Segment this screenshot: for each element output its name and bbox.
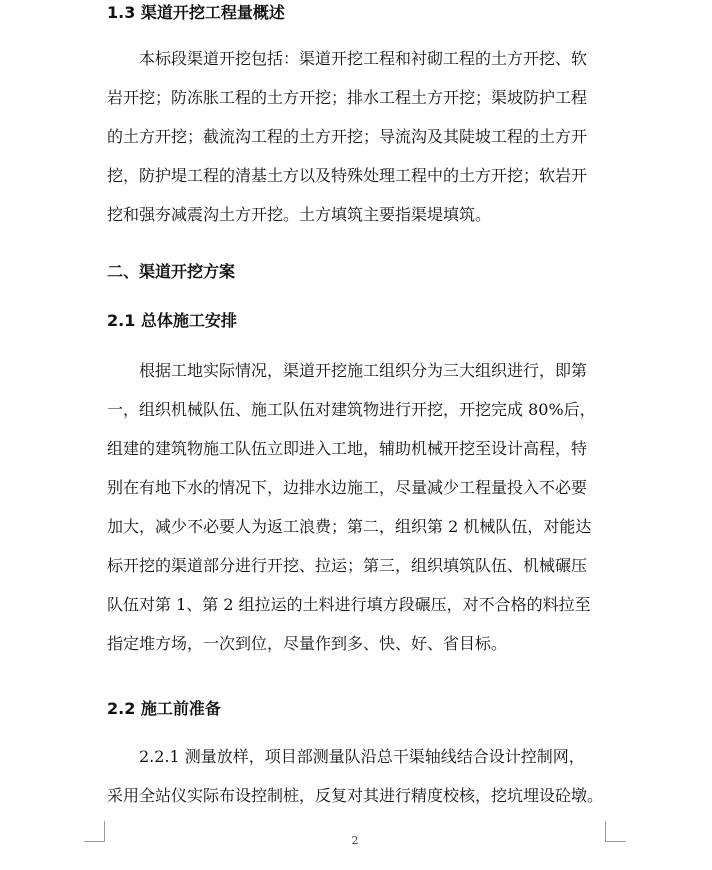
paragraph-2-2 <box>107 737 607 815</box>
paragraph-line: 组建的建筑物施工队伍立即进入工地，辅助机械开挖至设计高程，特 <box>107 439 588 458</box>
paragraph-line: 的土方开挖；截流沟工程的土方开挖；导流沟及其陡坡工程的土方开 <box>107 127 588 146</box>
paragraph-1-3 <box>107 39 607 234</box>
paragraph-2-1 <box>107 351 607 663</box>
section-heading-2: 二、渠道开挖方案 <box>107 262 236 281</box>
paragraph-line: 指定堆方场，一次到位，尽量作到多、快、好、省目标。 <box>107 634 508 653</box>
paragraph-line: 一，组织机械队伍、施工队伍对建筑物进行开挖，开挖完成 80%后， <box>107 400 596 419</box>
margin-corner-mark-left <box>84 821 105 842</box>
paragraph-line: 本标段渠道开挖包括：渠道开挖工程和衬砌工程的土方开挖、软 <box>139 49 588 68</box>
section-heading-1-3: 1.3 渠道开挖工程量概述 <box>107 3 285 22</box>
paragraph-line: 别在有地下水的情况下，边排水边施工，尽量减少工程量投入不必要 <box>107 478 588 497</box>
paragraph-line: 挖和强夯减震沟土方开挖。土方填筑主要指渠堤填筑。 <box>107 205 492 224</box>
paragraph-line: 加大，减少不必要人为返工浪费；第二，组织第 2 机械队伍，对能达 <box>107 517 592 536</box>
paragraph-line: 采用全站仪实际布设控制桩，反复对其进行精度校核，挖坑埋设砼墩。 <box>107 786 604 805</box>
page-number: 2 <box>351 834 359 847</box>
paragraph-line: 挖，防护堤工程的清基土方以及特殊处理工程中的土方开挖；软岩开 <box>107 166 588 185</box>
paragraph-line: 2.2.1 测量放样，项目部测量队沿总干渠轴线结合设计控制网， <box>139 747 585 766</box>
paragraph-line: 根据工地实际情况，渠道开挖施工组织分为三大组织进行，即第 <box>139 361 588 380</box>
section-heading-2-2: 2.2 施工前准备 <box>107 699 221 718</box>
margin-corner-mark-right <box>605 821 626 842</box>
paragraph-line: 岩开挖；防冻胀工程的土方开挖；排水工程土方开挖；渠坡防护工程 <box>107 88 588 107</box>
paragraph-line: 标开挖的渠道部分进行开挖、拉运；第三，组织填筑队伍、机械碾压 <box>107 556 588 575</box>
paragraph-line: 队伍对第 1、第 2 组拉运的土料进行填方段碾压，对不合格的料拉至 <box>107 595 591 614</box>
section-heading-2-1: 2.1 总体施工安排 <box>107 311 237 330</box>
